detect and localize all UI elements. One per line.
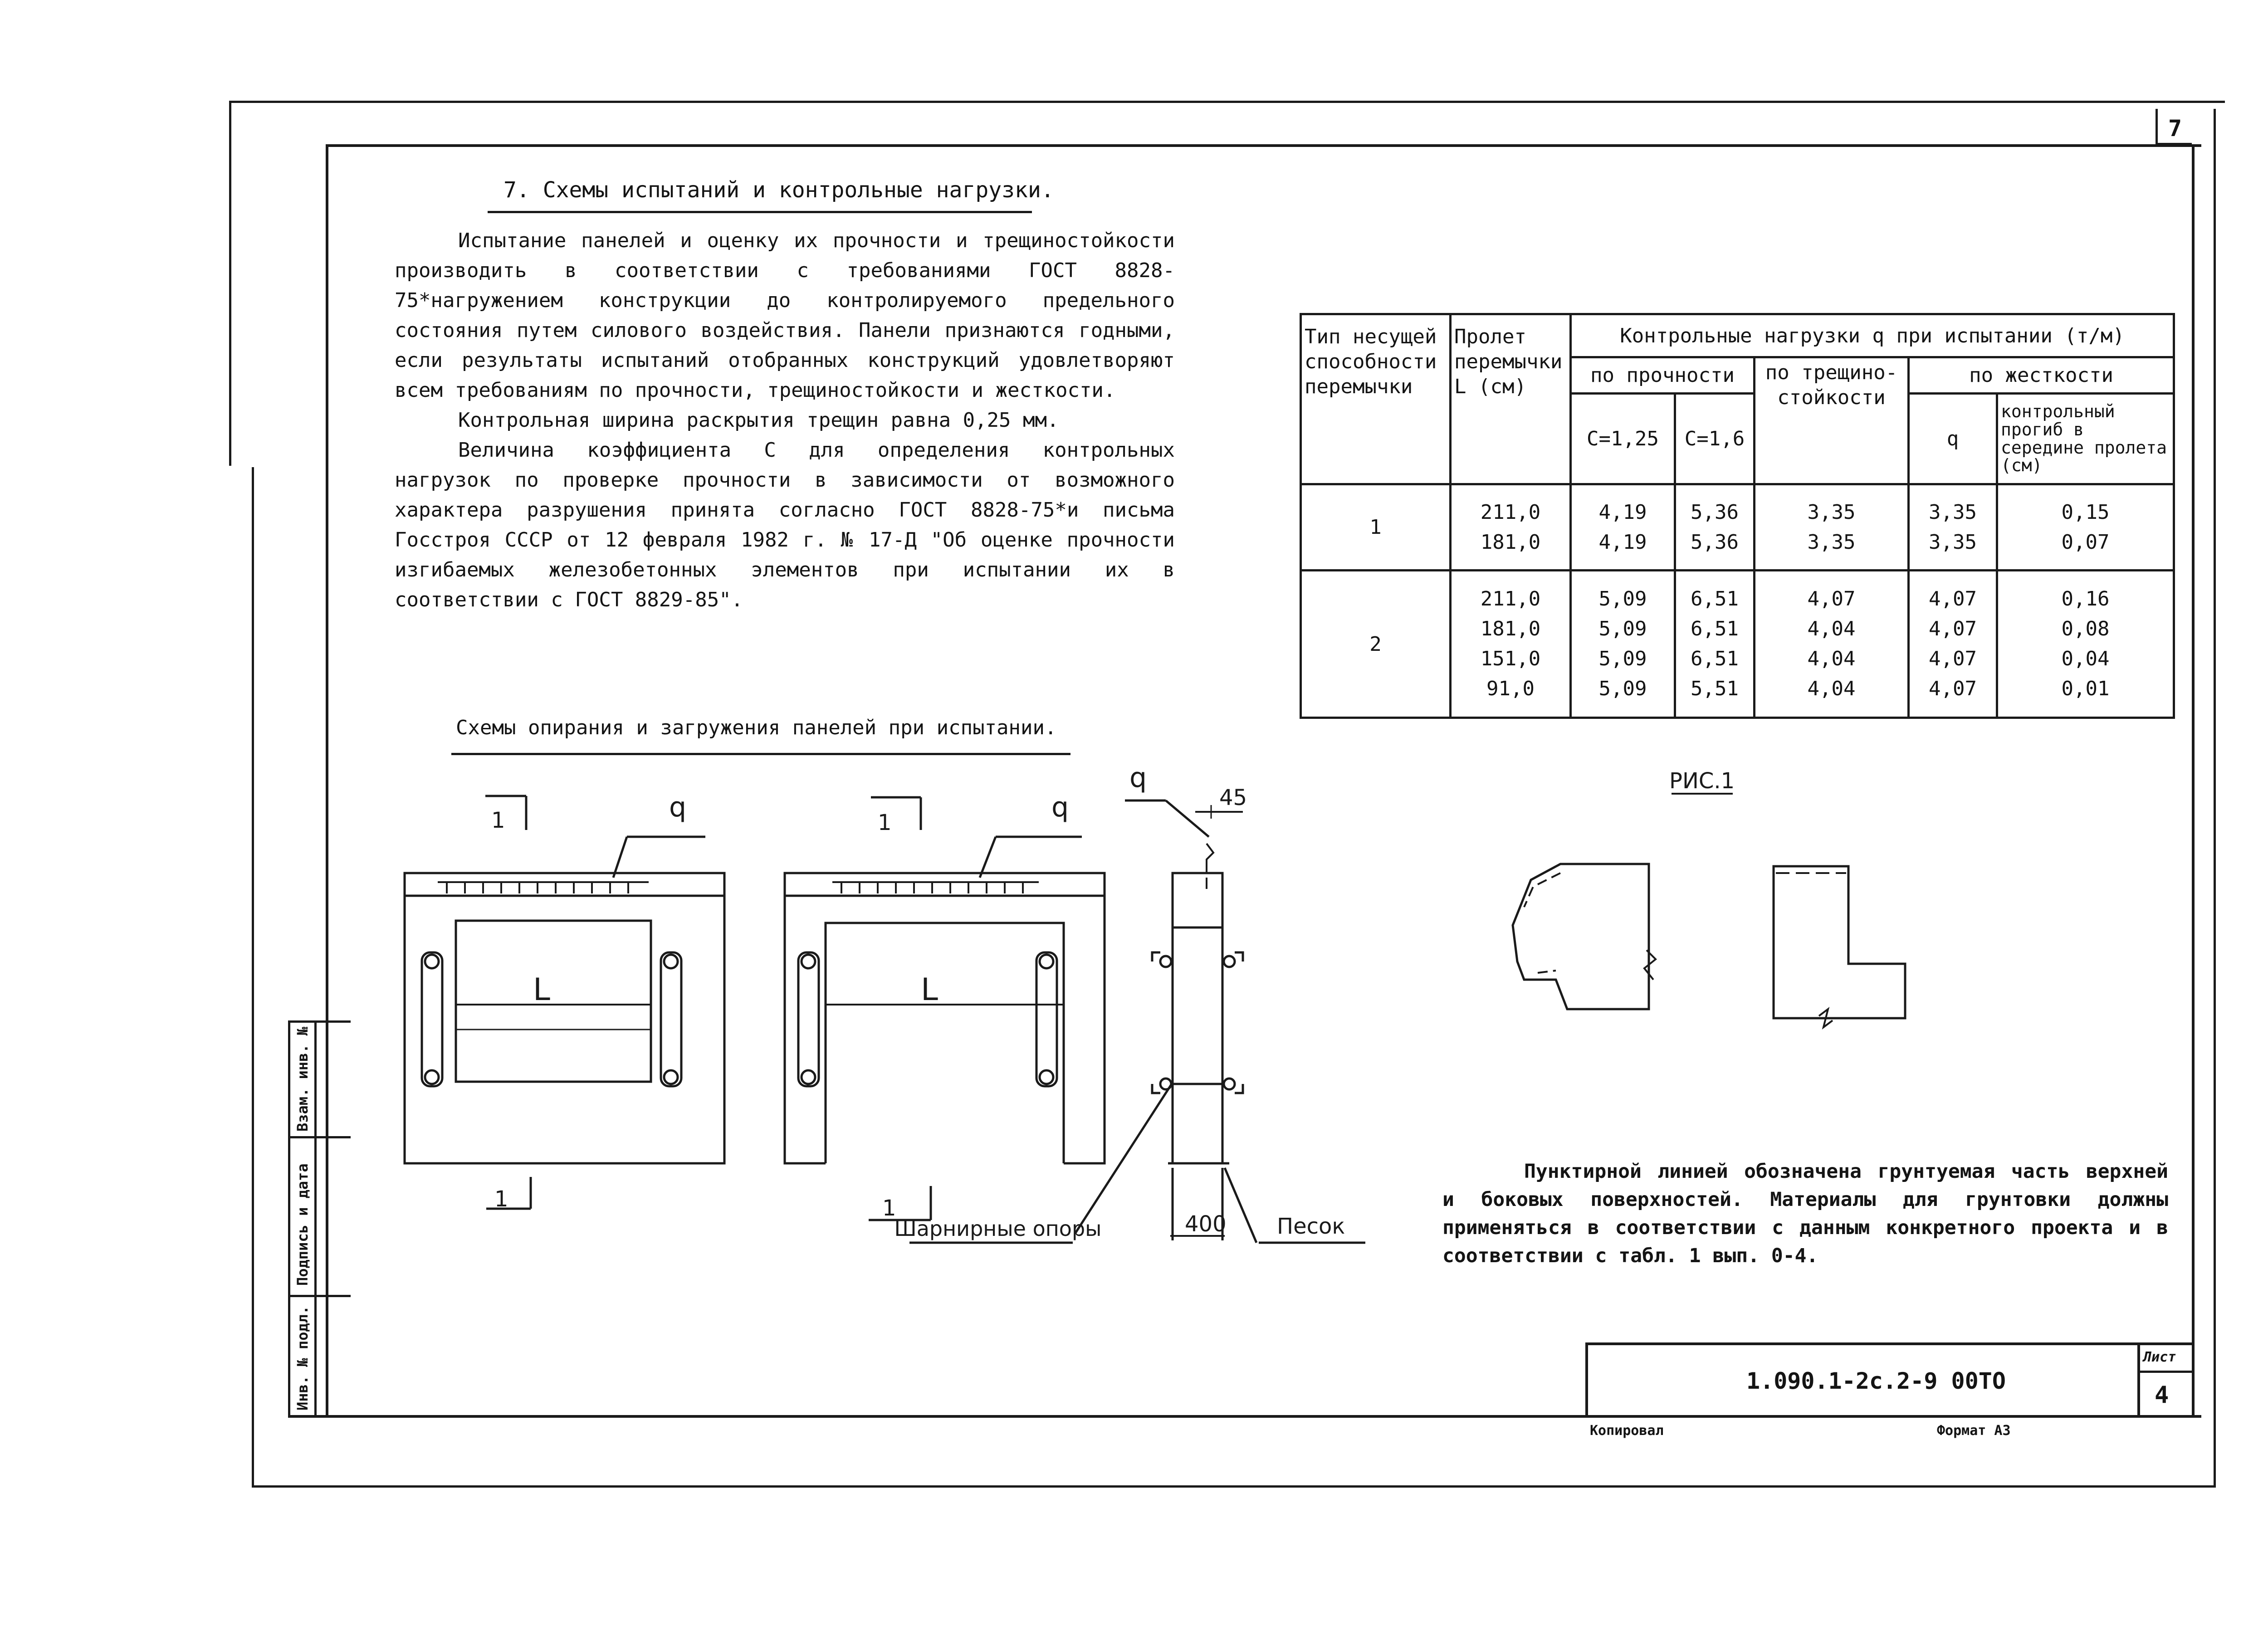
section-mark: 1 xyxy=(494,1186,508,1212)
deflection-cell: 0,15 0,07 xyxy=(1997,484,2174,571)
q-cell: 3,35 3,35 xyxy=(1909,484,1997,571)
dimension-400: 400 xyxy=(1185,1211,1227,1237)
c125-cell: 4,19 4,19 xyxy=(1571,484,1675,571)
c125-cell: 5,09 5,09 5,09 5,09 xyxy=(1571,571,1675,718)
side-stamp-row xyxy=(288,1136,351,1138)
span-cell: 211,0 181,0 151,0 91,0 xyxy=(1451,571,1571,718)
panel-1-span-label: L xyxy=(533,972,550,1008)
header-stiffness: по жесткости xyxy=(1909,357,2174,394)
q-cell: 4,07 4,07 4,07 4,07 xyxy=(1909,571,1997,718)
panel-2-q-label: q xyxy=(1051,791,1069,823)
section-mark: 1 xyxy=(491,808,505,833)
c16-cell: 5,36 5,36 xyxy=(1675,484,1755,571)
type-cell: 1 xyxy=(1301,484,1451,571)
header-type: Тип несущей способности перемычки xyxy=(1301,314,1451,484)
side-stamp-col xyxy=(314,1020,317,1418)
schemes-title: Схемы опирания и загружения панелей при испытании. xyxy=(456,716,1057,739)
sheet-label: Лист xyxy=(2143,1349,2176,1365)
section-mark: 1 xyxy=(878,810,892,835)
podpis-label: Подпись и дата xyxy=(294,1163,311,1286)
sheet-divider xyxy=(2137,1371,2195,1373)
dimension-45: 45 xyxy=(1219,785,1247,810)
vzam-label: Взам. инв. № xyxy=(294,1026,311,1132)
copied-label: Копировал xyxy=(1590,1423,1664,1439)
hinge-supports-label: Шарнирные опоры xyxy=(894,1216,1102,1241)
drawing-code: 1.090.1-2с.2-9 00ТО xyxy=(1746,1368,2006,1394)
span-cell: 211,0 181,0 xyxy=(1451,484,1571,571)
sheet-number: 4 xyxy=(2155,1381,2169,1409)
sand-label: Песок xyxy=(1277,1214,1345,1239)
header-strength: по прочности xyxy=(1571,357,1755,394)
header-c16: С=1,6 xyxy=(1675,394,1755,484)
section-mark: 1 xyxy=(882,1196,896,1221)
header-crack: по трещино-стойкости xyxy=(1755,357,1909,484)
section-title: 7. Схемы испытаний и контрольные нагрузки. xyxy=(503,177,1054,203)
figure-note: Пунктирной линией обозначена грунтуемая часть верхней и боковых поверхностей. Материалы для грунтовки должны применяться в соответствии с данным конкретного проекта и в соответствии с табл. 1 вып. 0-4. xyxy=(1442,1160,2168,1267)
inv-podl-label: Инв. № подл. xyxy=(294,1305,311,1410)
header-deflection: контрольный прогиб в середине пролета (см) xyxy=(1997,394,2174,484)
header-q: q xyxy=(1909,394,1997,484)
panel-1-drawing xyxy=(405,796,724,1209)
section-q-label: q xyxy=(1129,762,1147,794)
panel-1-q-label: q xyxy=(669,791,687,823)
crack-cell: 4,07 4,04 4,04 4,04 xyxy=(1755,571,1909,718)
page-number: 7 xyxy=(2168,115,2182,142)
header-c125: С=1,25 xyxy=(1571,394,1675,484)
panel-2-drawing xyxy=(785,797,1105,1220)
paragraph-3: Величина коэффициента С для определения контрольных нагрузок по проверке прочности в зависимости от возможного характера разрушения принята согласно ГОСТ 8828-75*и письма Госстроя СССР от 12 февраля 1982 г. № 17-Д "Об оценке прочности изгибаемых железобетонных элементов при испытании их в соответствии с ГОСТ 8829-85". xyxy=(395,439,1175,611)
header-span: Пролет перемычки L (см) xyxy=(1451,314,1571,484)
type-cell: 2 xyxy=(1301,571,1451,718)
figure-1-drawing xyxy=(1513,794,1905,1027)
crack-cell: 3,35 3,35 xyxy=(1755,484,1909,571)
paragraph-1: Испытание панелей и оценку их прочности и трещиностойкости производить в соответствии с требованиями ГОСТ 8828-75*нагружением конструкции до контролируемого предельного состояния путем силового воздействия. Панели признаются годными, если результаты испытаний отобранных конструкций удовлетворяют всем требованиям по прочности, трещиностойкости и жесткости. xyxy=(395,229,1175,402)
paragraph-2: Контрольная ширина раскрытия трещин равна 0,25 мм. xyxy=(458,409,1059,432)
section-drawing xyxy=(909,800,1365,1243)
side-stamp-row xyxy=(288,1295,351,1297)
format-label: Формат А3 xyxy=(1937,1423,2011,1439)
panel-2-span-label: L xyxy=(921,972,938,1008)
header-loads: Контрольные нагрузки q при испытании (т/м) xyxy=(1571,314,2174,357)
figure-label: РИС.1 xyxy=(1669,768,1735,794)
c16-cell: 6,51 6,51 6,51 5,51 xyxy=(1675,571,1755,718)
deflection-cell: 0,16 0,08 0,04 0,01 xyxy=(1997,571,2174,718)
